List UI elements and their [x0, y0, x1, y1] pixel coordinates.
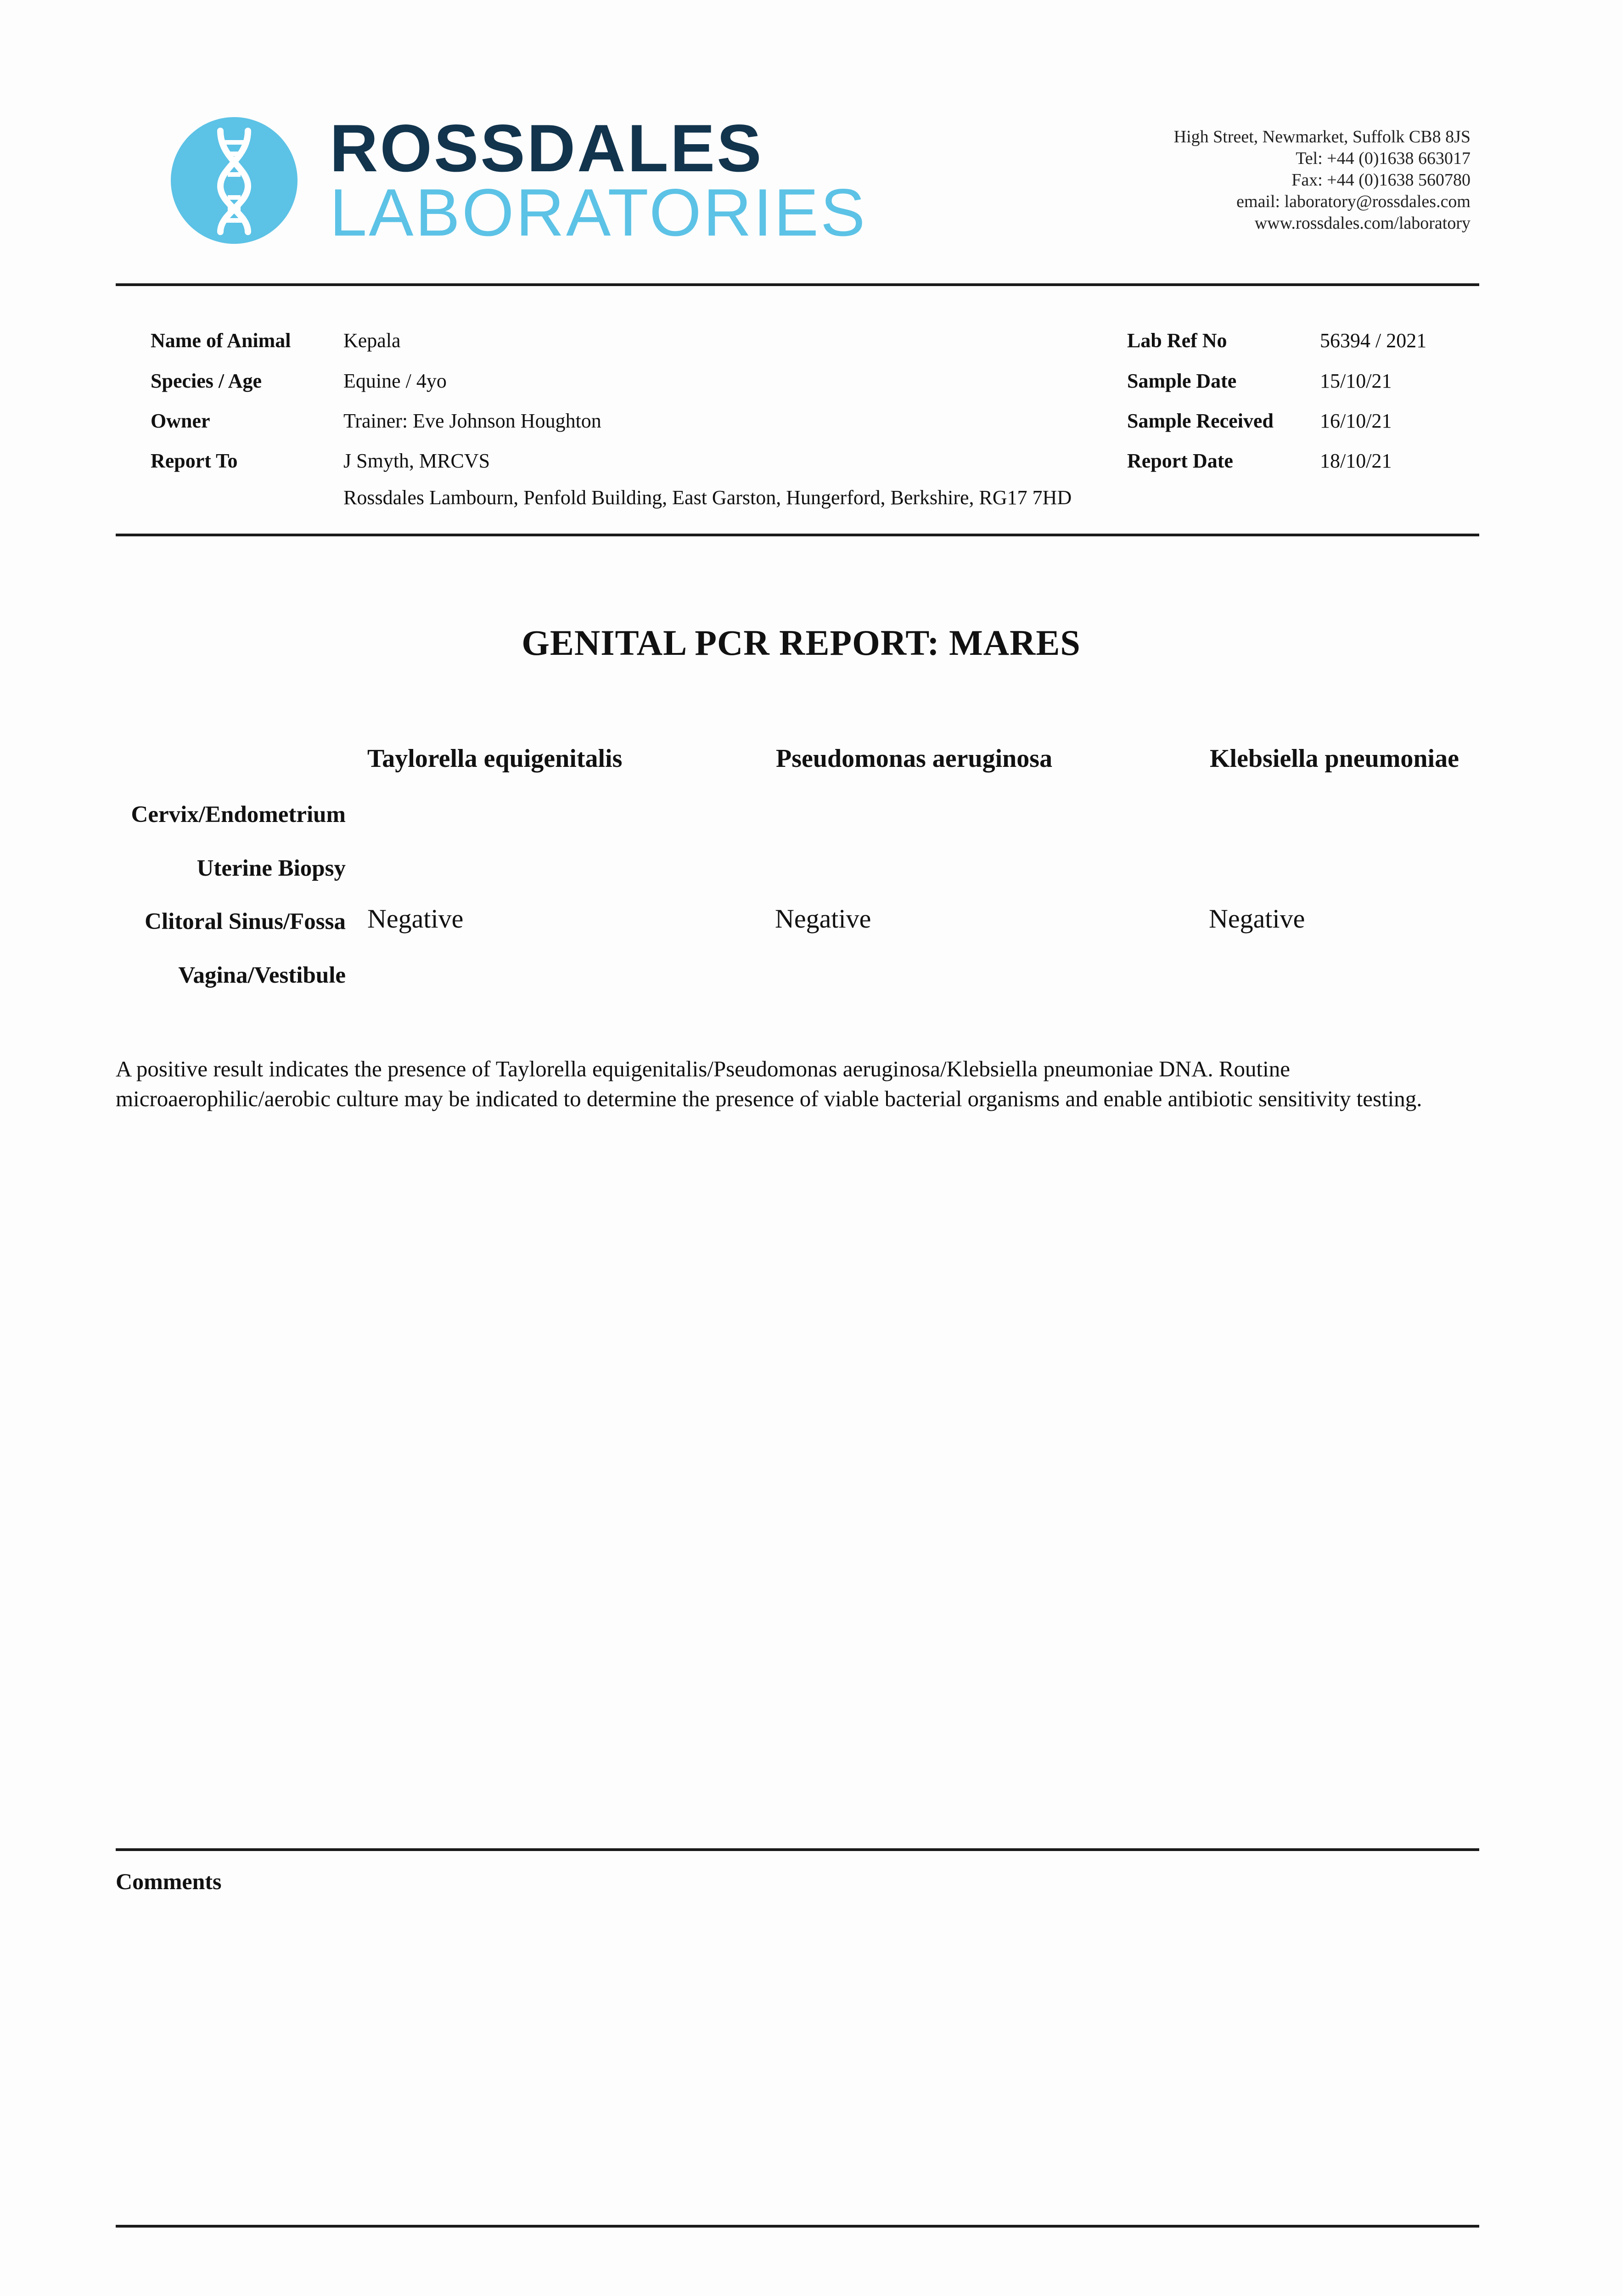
contact-fax: Fax: +44 (0)1638 560780	[1291, 170, 1470, 190]
comments-divider	[116, 1848, 1479, 1851]
report-title: GENITAL PCR REPORT: MARES	[522, 623, 1081, 663]
name-label: Name of Animal	[151, 329, 291, 352]
species-label: Species / Age	[151, 370, 262, 392]
report-date-label: Report Date	[1127, 450, 1233, 472]
report-to-label: Report To	[151, 450, 238, 472]
name-value: Kepala	[343, 329, 401, 352]
column-header-pseudomonas: Pseudomonas aeruginosa	[776, 744, 1053, 773]
species-value: Equine / 4yo	[343, 370, 447, 392]
report-to-address: Rossdales Lambourn, Penfold Building, East Garston, Hungerford, Berkshire, RG17 7HD	[343, 486, 1072, 509]
row-label-vagina: Vagina/Vestibule	[178, 962, 346, 988]
column-header-taylorella: Taylorella equigenitalis	[367, 744, 623, 773]
report-date-value: 18/10/21	[1320, 450, 1392, 472]
contact-email: email: laboratory@rossdales.com	[1236, 192, 1470, 211]
contact-tel: Tel: +44 (0)1638 663017	[1296, 149, 1470, 168]
lab-ref-label: Lab Ref No	[1127, 329, 1227, 352]
comments-label: Comments	[116, 1868, 222, 1894]
report-to-value: J Smyth, MRCVS	[343, 450, 490, 472]
column-header-klebsiella: Klebsiella pneumoniae	[1210, 744, 1459, 773]
result-pseudomonas: Negative	[775, 904, 871, 934]
contact-address: High Street, Newmarket, Suffolk CB8 8JS	[1173, 127, 1470, 146]
sample-received-label: Sample Received	[1127, 410, 1274, 432]
dna-helix-icon	[171, 117, 297, 244]
row-label-uterine-biopsy: Uterine Biopsy	[196, 855, 346, 881]
sample-date-value: 15/10/21	[1320, 370, 1392, 392]
footer-divider	[116, 2225, 1479, 2228]
contact-website: www.rossdales.com/laboratory	[1254, 214, 1470, 233]
sample-date-label: Sample Date	[1127, 370, 1237, 392]
interpretation-note: A positive result indicates the presence of Taylorella equigenitalis/Pseudomonas aeruginosa/Klebsiella pneumoniae DNA. Routine microaerophilic/aerobic culture may be indicated to determine the presence of viable bacterial organisms and enable antibiotic sensitivity testing.	[116, 1056, 1422, 1111]
brand-subtitle: LABORATORIES	[330, 175, 867, 250]
result-taylorella: Negative	[367, 904, 464, 934]
owner-value: Trainer: Eve Johnson Houghton	[343, 410, 601, 432]
sample-received-value: 16/10/21	[1320, 410, 1392, 432]
row-label-cervix: Cervix/Endometrium	[131, 802, 346, 827]
lab-ref-value: 56394 / 2021	[1320, 329, 1427, 352]
result-klebsiella: Negative	[1209, 904, 1305, 934]
dna-helix-graphic	[171, 117, 297, 244]
brand-name: ROSSDALES	[330, 111, 763, 186]
contact-block	[1174, 126, 1470, 234]
details-divider	[116, 534, 1479, 536]
row-label-clitoral: Clitoral Sinus/Fossa	[145, 909, 346, 934]
header-divider	[116, 283, 1479, 286]
owner-label: Owner	[151, 410, 210, 432]
